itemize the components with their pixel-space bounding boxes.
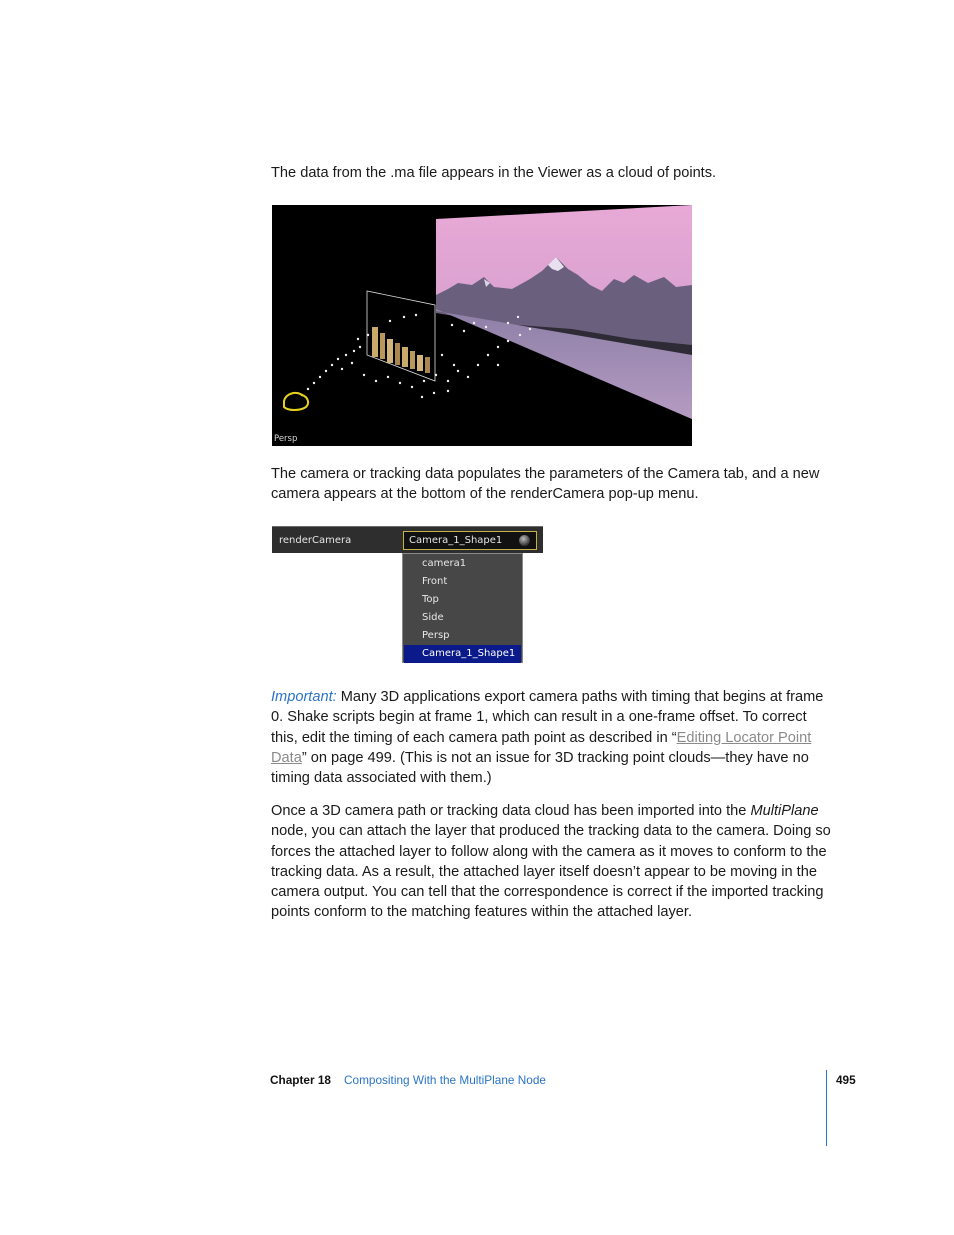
important-paragraph — [271, 687, 831, 788]
important-text-after: ” on page 499. (This is not an issue for 3D tracking point clouds—they have no timing data associated with them.) — [271, 749, 809, 787]
point-cloud-buildings — [372, 327, 430, 373]
render-camera-label: renderCamera — [279, 535, 352, 546]
multiplane-text-after: node, you can attach the layer that produced the tracking data to the camera. Doing so forces the attached layer to follow along with the camera as it moves to conform to the tracking data. As a result, the attached layer itself doesn’t appear to be moving in the camera output. You can tell that the correspondence is correct if the imported tracking points conform to the matching features within the attached layer. — [271, 823, 831, 921]
menu-item-front[interactable]: Front — [422, 576, 448, 587]
menu-item-camera-1-shape1[interactable]: Camera_1_Shape1 — [404, 645, 521, 663]
render-camera-selected-value: Camera_1_Shape1 — [409, 535, 503, 546]
camera-icon — [284, 393, 308, 410]
menu-item-camera1[interactable]: camera1 — [422, 558, 467, 569]
render-camera-menu — [402, 553, 523, 663]
footer-page-number: 495 — [836, 1073, 856, 1087]
important-text-before: Many 3D applications export camera paths with timing that begins at frame 0. Shake scripts begin at frame 1, which can result in a one-frame offset. To correct this, edit the timing of each camera path point as described in “ — [271, 689, 824, 746]
camera-paragraph: The camera or tracking data populates the parameters of the Camera tab, and a new camera appears at the bottom of the renderCamera pop-up menu. — [271, 466, 820, 503]
menu-item-persp[interactable]: Persp — [422, 630, 450, 641]
footer-chapter: Chapter 18 — [270, 1073, 331, 1087]
footer-divider — [826, 1070, 827, 1146]
intro-paragraph: The data from the .ma file appears in the Viewer as a cloud of points. — [271, 165, 717, 181]
render-camera-select[interactable] — [403, 531, 537, 550]
viewer-view-label: Persp — [274, 434, 298, 444]
dropdown-knob-icon[interactable] — [519, 535, 530, 546]
viewer-scene — [272, 205, 692, 446]
multiplane-text-before: Once a 3D camera path or tracking data cloud has been imported into the — [271, 803, 751, 819]
editing-locator-link[interactable]: Editing Locator Point Data — [271, 729, 812, 766]
menu-item-top[interactable]: Top — [422, 594, 439, 605]
footer-chapter-title[interactable]: Compositing With the MultiPlane Node — [344, 1073, 546, 1087]
menu-item-side[interactable]: Side — [422, 612, 444, 623]
render-camera-row — [272, 526, 543, 553]
viewer-screenshot — [272, 205, 692, 446]
important-label: Important: — [271, 689, 337, 705]
multiplane-node-name: MultiPlane — [750, 803, 819, 819]
multiplane-paragraph — [271, 801, 831, 923]
